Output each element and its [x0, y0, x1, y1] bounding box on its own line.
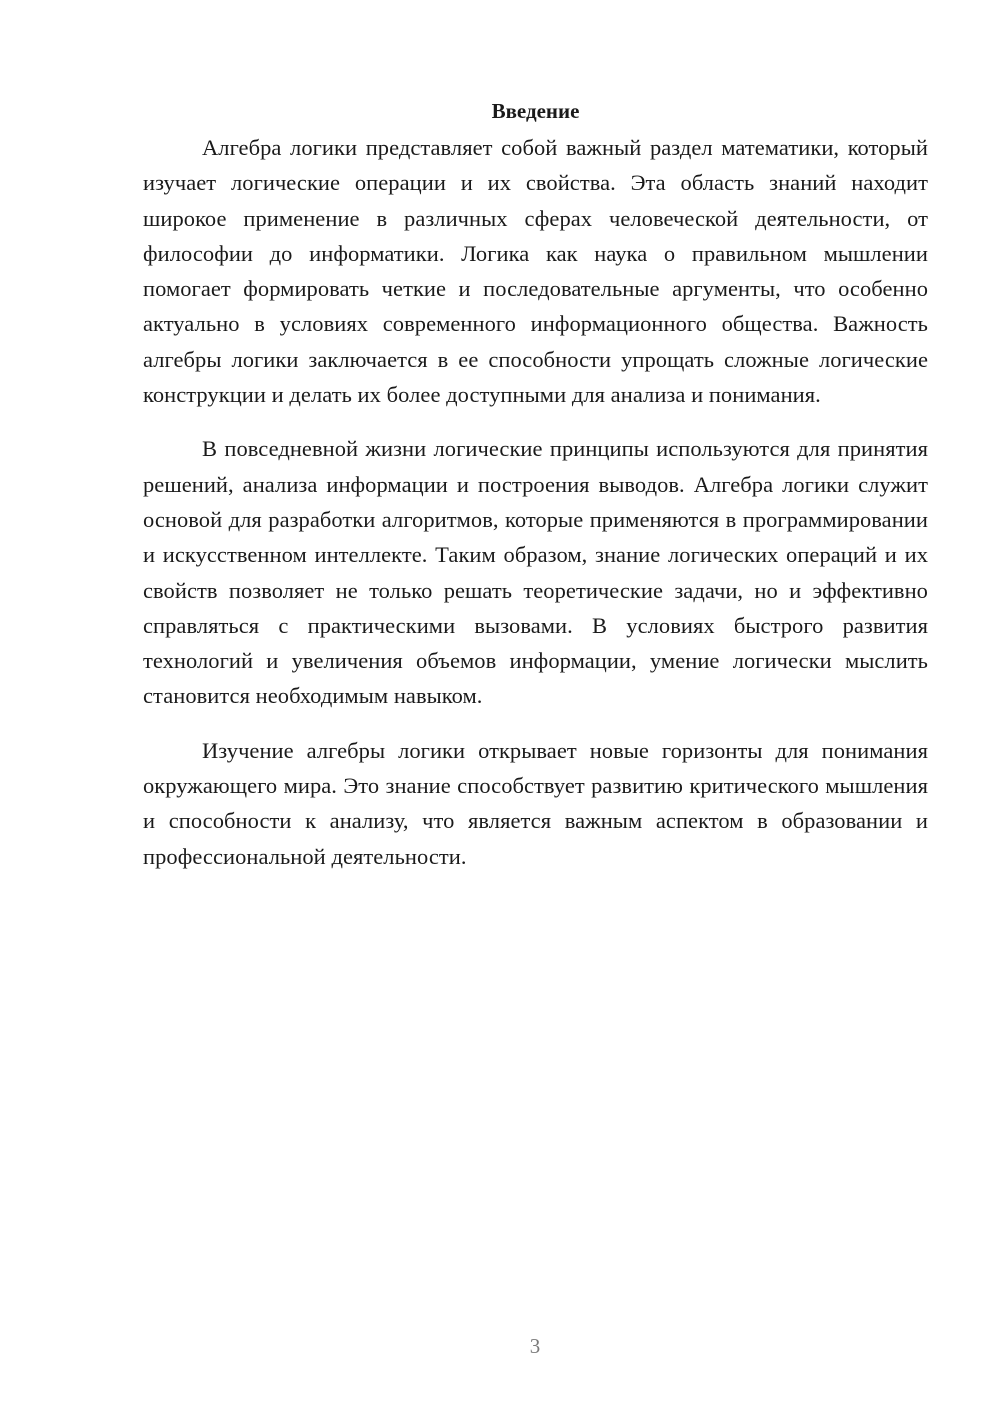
page-number: 3 — [529, 1334, 541, 1358]
paragraph-3: Изучение алгебры логики открывает новые горизонты для понимания окружающего мира. Это знание способствует развитию критического мышления и способности к анализу, что является важным аспектом в образовании и профессиональной деятельности. — [143, 737, 928, 869]
page-content — [143, 94, 928, 893]
paragraph-1: Алгебра логики представляет собой важный раздел математики, который изучает логические операции и их свойства. Эта область знаний находит широкое применение в различных сферах человеческой деятельности, от философии до информатики. Логика как наука о правильном мышлении помогает формировать четкие и последовательные аргументы, что особенно актуально в условиях современного информационного общества. Важность алгебры логики заключается в ее способности упрощать сложные логические конструкции и делать их более доступными для анализа и понимания. — [143, 135, 928, 408]
paragraph-2: В повседневной жизни логические принципы используются для принятия решений, анализа информации и построения выводов. Алгебра логики служит основой для разработки алгоритмов, которые применяются в программировании и искусственном интеллекте. Таким образом, знание логических операций и их свойств позволяет не только решать теоретические задачи, но и эффективно справляться с практическими вызовами. В условиях быстрого развития технологий и увеличения объемов информации, умение логически мыслить становится необходимым навыком. — [143, 436, 928, 709]
section-title: Введение — [491, 99, 580, 123]
